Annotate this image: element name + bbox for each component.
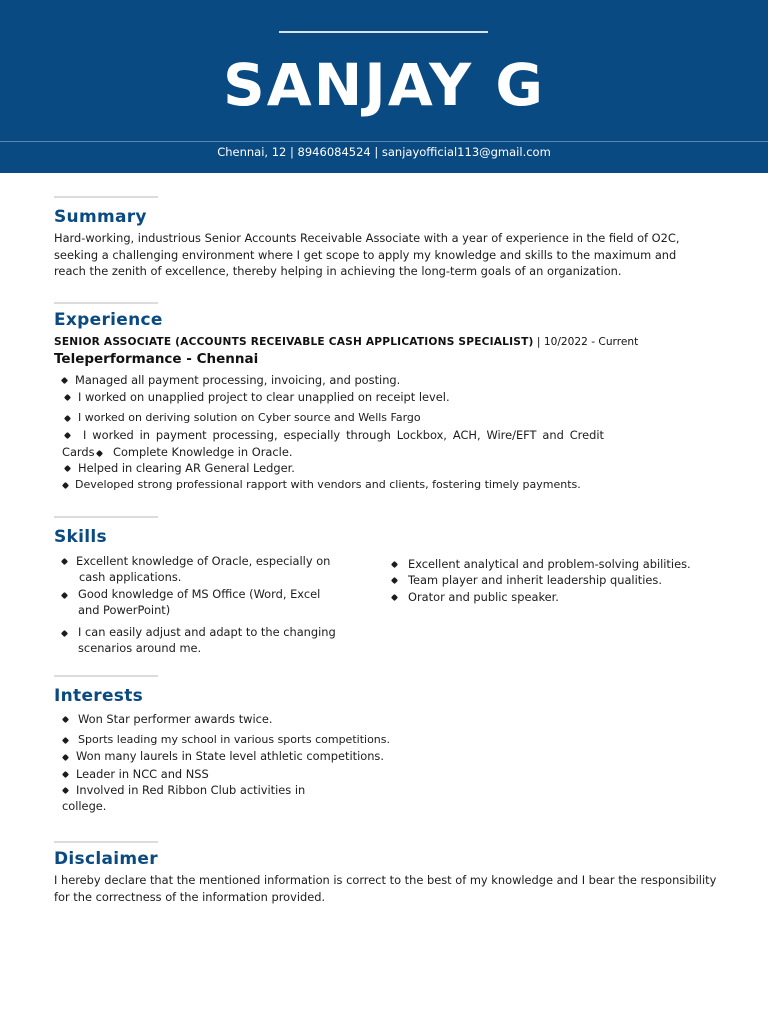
section-divider xyxy=(54,841,158,843)
disclaimer-line: I hereby declare that the mentioned information is correct to the best of my knowledge and I bear the responsibility xyxy=(54,873,717,887)
section-title-skills: Skills xyxy=(54,527,107,547)
interest-item: Leader in NCC and NSS xyxy=(76,767,209,781)
skill-line: Good knowledge of MS Office (Word, Excel xyxy=(78,587,321,601)
section-divider xyxy=(54,675,158,677)
skill-item: Orator and public speaker. xyxy=(408,590,559,604)
disclaimer-text xyxy=(54,872,724,905)
bullet-icon xyxy=(64,415,71,422)
bullet-icon xyxy=(61,630,68,637)
bullet-icon xyxy=(62,771,69,778)
section-title-interests: Interests xyxy=(54,686,144,706)
section-divider xyxy=(54,516,158,518)
experience-bullet: Helped in clearing AR General Ledger. xyxy=(78,461,295,475)
experience-bullet: I worked on unapplied project to clear unapplied on receipt level. xyxy=(78,390,450,404)
skill-line: Excellent knowledge of Oracle, especially on xyxy=(76,554,331,568)
section-divider xyxy=(54,302,158,304)
skill-line: scenarios around me. xyxy=(78,641,202,655)
skill-line: cash applications. xyxy=(79,570,182,584)
skill-item xyxy=(78,624,336,656)
section-title-summary: Summary xyxy=(54,207,147,227)
interest-item: Won Star performer awards twice. xyxy=(78,712,273,726)
skill-line: and PowerPoint) xyxy=(78,603,171,617)
experience-bullet: Managed all payment processing, invoicing, and posting. xyxy=(75,373,401,387)
experience-bullet: I worked on deriving solution on Cyber source and Wells Fargo xyxy=(78,411,421,424)
bullet-icon xyxy=(391,577,398,584)
interest-item: Sports leading my school in various sports competitions. xyxy=(78,733,390,746)
skill-item xyxy=(78,586,320,618)
bullet-icon xyxy=(62,737,69,744)
job-title-line xyxy=(54,335,638,349)
bullet-icon xyxy=(62,716,69,723)
candidate-name: SANJAY G xyxy=(223,51,545,119)
summary-line: seeking a challenging environment where I get scope to apply my knowledge and skills to the maximum and xyxy=(54,247,677,262)
bullet-icon xyxy=(62,482,69,489)
experience-bullet: Developed strong professional rapport with vendors and clients, fostering timely payments. xyxy=(75,478,581,491)
skill-item xyxy=(76,553,330,585)
interest-item-continuation: college. xyxy=(62,799,107,813)
interest-item: Won many laurels in State level athletic competitions. xyxy=(76,749,384,763)
interest-item: Involved in Red Ribbon Club activities in xyxy=(76,783,306,797)
contact-line: Chennai, 12 | 8946084524 | sanjayofficial113@gmail.com xyxy=(217,145,551,159)
skill-item: Excellent analytical and problem-solving abilities. xyxy=(408,557,691,571)
experience-bullet: I worked in payment processing, especially through Lockbox, ACH, Wire/EFT and Credit xyxy=(83,428,604,442)
skill-line: I can easily adjust and adapt to the changing xyxy=(78,625,336,639)
header-divider-top xyxy=(279,31,488,33)
bullet-icon xyxy=(64,465,71,472)
bullet-icon xyxy=(96,450,103,457)
bullet-icon xyxy=(62,787,69,794)
bullet-icon xyxy=(61,377,68,384)
bullet-icon xyxy=(64,394,71,401)
bullet-icon xyxy=(61,558,68,565)
job-dates: | 10/2022 - Current xyxy=(533,336,639,348)
resume-header xyxy=(0,0,768,173)
bullet-icon xyxy=(391,594,398,601)
skill-item: Team player and inherit leadership qualities. xyxy=(408,573,662,587)
experience-bullet-continuation: Cards xyxy=(62,445,95,459)
section-divider xyxy=(54,196,158,198)
header-divider-bottom xyxy=(0,141,768,142)
experience-bullet: Complete Knowledge in Oracle. xyxy=(113,445,293,459)
bullet-icon xyxy=(61,592,68,599)
section-title-disclaimer: Disclaimer xyxy=(54,849,158,869)
summary-line: reach the zenith of excellence, thereby helping in achieving the long-term goals of an organization. xyxy=(54,264,622,278)
bullet-icon xyxy=(64,432,71,439)
bullet-icon xyxy=(391,561,398,568)
bullet-icon xyxy=(62,754,69,761)
section-title-experience: Experience xyxy=(54,310,163,330)
job-title: SENIOR ASSOCIATE (ACCOUNTS RECEIVABLE CASH APPLICATIONS SPECIALIST) xyxy=(54,336,534,348)
summary-text xyxy=(54,230,719,280)
summary-line: Hard-working, industrious Senior Accounts Receivable Associate with a year of experience in the field of O2C, xyxy=(54,231,680,245)
company-name: Teleperformance - Chennai xyxy=(54,351,259,367)
disclaimer-line: for the correctness of the information provided. xyxy=(54,889,326,904)
